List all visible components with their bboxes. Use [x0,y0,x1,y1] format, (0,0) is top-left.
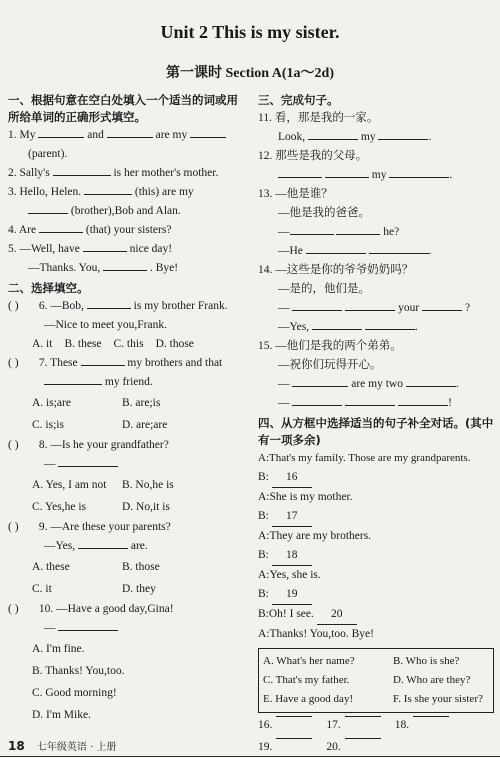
option: D. I'm Mike. [32,709,91,721]
page-number: 18 [8,739,25,753]
q15-prompt: 15. —他们是我的两个弟弟。 [258,340,402,352]
q9b-pre: —Yes, [44,540,76,552]
blank [58,629,118,631]
q2-post: is her mother's mother. [113,167,219,179]
option: C. is;is [32,419,64,431]
blank [292,385,348,387]
option: B. are;is [122,397,161,409]
dash: — [278,302,290,314]
blank [81,364,125,366]
question-5 [8,240,244,259]
q7-post: my brothers and that [127,357,223,369]
q4-pre: 4. Are [8,224,37,236]
blank [292,404,342,406]
q9-options [8,556,244,600]
question-4 [8,221,244,240]
option: B. those [122,561,160,573]
q2-pre: 2. Sally's [8,167,50,179]
answer-paren: ( ) [8,439,19,451]
q10-reply [8,619,244,638]
question-1 [8,126,244,145]
answer-blank-20: 20 [317,605,357,625]
answer-blank-17: 17 [272,507,312,527]
q8-text: 8. —Is he your grandfather? [38,439,169,451]
q1-pre: 1. My [8,129,36,141]
q6-reply: —Nice to meet you,Frank. [44,319,167,331]
blank [345,404,395,406]
box-option: A. What's her name? [263,655,355,667]
part2-heading: 二、选择填空。 [8,281,89,295]
q8-options [8,474,244,518]
answer-paren: ( ) [8,357,19,369]
q7-cont [8,373,244,392]
blank [28,212,68,214]
dash: — [278,397,290,409]
dialogue-line: A:Thanks! You,too. Bye! [258,628,374,640]
q11-mid: my [360,131,376,143]
q12-mid: my [371,169,387,181]
box-option: B. Who is she? [393,655,460,667]
part1-heading-b: 所给单词的正确形式填空。 [8,110,146,124]
speaker: B: [258,471,269,483]
question-3 [8,183,244,202]
q11-pre: Look, [278,131,306,143]
dialogue-line [258,585,494,605]
right-column [258,92,494,757]
q14-prompt-b: —是的，他们是。 [278,283,370,295]
answer-number: 19. [258,741,273,753]
q7-options [8,392,244,436]
q6-post: is my brother Frank. [133,300,228,312]
blank [292,309,342,311]
option: D. No,it is [122,501,170,513]
q13-prompt: 13. —他是谁？ [258,188,333,200]
q14d-pre: —Yes, [278,321,310,333]
option: A. is;are [32,397,71,409]
q3-cont [8,202,244,221]
blank [190,136,226,138]
blank [58,465,118,467]
options-box [258,648,494,713]
blank [398,404,448,406]
answer-number: 17. [326,719,341,731]
blank [84,193,132,195]
answer-paren: ( ) [8,300,19,312]
blank [87,307,131,309]
q14-mid: your [398,302,420,314]
q4-post: (that) your sisters? [85,224,172,236]
part1-heading-a: 一、根据句意在空白处填入一个适当的词或用 [8,93,238,107]
part4-heading-a: 四、从方框中选择适当的句子补全对话。(其中 [258,416,494,430]
q1-mid: and [87,129,104,141]
blank [103,269,147,271]
q15-prompt-b: —祝你们玩得开心。 [278,359,382,371]
blank [290,233,334,235]
dash: — [44,622,56,634]
dialogue-line: A:Yes, she is. [258,569,321,581]
q1-cont: (parent). [28,148,68,160]
q1-post: are my [155,129,188,141]
option: D. they [122,583,156,595]
q11-answer: Look, my . [278,131,432,143]
q5b-post: . Bye! [149,262,179,274]
q11-prompt: 11. 看，那是我的一家。 [258,112,379,124]
q7-pre: 7. These [38,357,78,369]
speaker: B: [258,588,269,600]
answer-paren: ( ) [8,603,19,615]
answer-number: 16. [258,719,273,731]
q14-prompt: 14. —这些是你的爷爷奶奶吗？ [258,264,414,276]
option: A. these [32,561,70,573]
question-9 [8,518,244,537]
q9b-post: are. [130,540,148,552]
box-option: F. Is she your sister? [393,693,483,705]
q13-answer: — he? [278,226,400,238]
blank [39,231,83,233]
option: A. Yes, I am not [32,479,107,491]
blank [278,176,322,178]
page-footer [8,738,116,753]
q12-answer: my . [258,166,494,185]
blank [345,715,381,717]
answer-blank-19: 19 [272,585,312,605]
q5-pre: 5. —Well, have [8,243,80,255]
q15-answer: — are my two . [278,378,459,390]
dialogue-line [258,546,494,566]
question-6 [8,297,244,316]
blank [107,136,153,138]
answer-number: 18. [394,719,410,731]
option: C. Good morning! [32,687,117,699]
blank [369,252,429,254]
box-option: E. Have a good day! [263,693,354,705]
blank [365,328,415,330]
blank [406,385,456,387]
blank [44,383,102,385]
q3-post: (this) are my [134,186,194,198]
q7-cont-text: my friend. [104,376,153,388]
speaker: B:Oh! I see. [258,608,314,620]
answer-paren: ( ) [8,521,19,533]
q13-post: he? [383,226,400,238]
q5-post: nice day! [129,243,173,255]
blank [312,328,362,330]
option: C. this [113,338,144,350]
q12-prompt: 12. 那些是我的父母。 [258,150,368,162]
q15-mid: are my two [351,378,403,390]
question-10 [8,600,244,619]
blank [345,309,395,311]
unit-title: Unit 2 This is my sister. [160,22,340,42]
speaker: B: [258,549,269,561]
q13-prompt-b: —他是我的爸爸。 [278,207,370,219]
blank [53,174,111,176]
q5b-pre: —Thanks. You, [28,262,101,274]
blank [389,176,449,178]
q15-answer-b: — ! [278,397,452,409]
dialogue-line: A:She is my mother. [258,491,353,503]
dialogue-line [258,468,494,488]
part4-heading-b: 有一项多余) [258,433,321,447]
blank [308,138,358,140]
q14-answer-b: —Yes, . [278,321,418,333]
q14-post: ? [464,302,471,314]
blank [325,176,369,178]
section-title: 第一课时 Section A(1a～2d) [166,66,334,81]
q9-reply [8,537,244,556]
blank [38,136,84,138]
option: D. those [155,338,194,350]
q5-cont [8,259,244,278]
dash: — [44,458,56,470]
box-option: D. Who are they? [393,674,471,686]
q3-cont-text: (brother),Bob and Alan. [70,205,181,217]
answer-blank-18: 18 [272,546,312,566]
q6-pre: 6. —Bob, [38,300,84,312]
blank [276,715,312,717]
question-8 [8,436,244,455]
q13d-pre: —He [278,245,303,257]
answer-blank-16: 16 [272,468,312,488]
blank [276,737,312,739]
q8-reply [8,455,244,474]
option: B. these [64,338,102,350]
q3-pre: 3. Hello, Helen. [8,186,82,198]
dialogue-line [258,605,494,625]
question-2 [8,164,244,183]
box-option: C. That's my father. [263,674,350,686]
option: D. are;are [122,419,168,431]
option: B. Thanks! You,too. [32,665,125,677]
option: C. it [32,583,52,595]
book-name: 七年级英语 · 上册 [36,742,117,753]
blank [345,737,381,739]
question-7 [8,354,244,373]
answer-row [258,737,494,757]
q9-text: 9. —Are these your parents? [38,521,171,533]
left-column [8,92,244,726]
dash: — [278,378,290,390]
option: C. Yes,he is [32,501,87,513]
dialogue-line: A:They are my brothers. [258,530,372,542]
blank [306,252,366,254]
answer-number: 20. [326,741,341,753]
speaker: B: [258,510,269,522]
option: A. it [32,338,53,350]
blank [336,233,380,235]
option: B. No,he is [122,479,174,491]
blank [83,250,127,252]
blank [422,309,462,311]
blank [413,715,449,717]
dialogue-line [258,507,494,527]
q6-options [8,335,244,354]
q14-answer [258,299,494,318]
blank [378,138,428,140]
part3-heading: 三、完成句子。 [258,93,339,107]
footer-rule [0,756,500,757]
option: A. I'm fine. [32,643,85,655]
answer-row [258,715,494,735]
q10-text: 10. —Have a good day,Gina! [38,603,174,615]
dialogue-line: A:That's my family. Those are my grandparents. [258,452,471,464]
q13-answer-b: —He . [278,245,432,257]
blank [78,547,128,549]
